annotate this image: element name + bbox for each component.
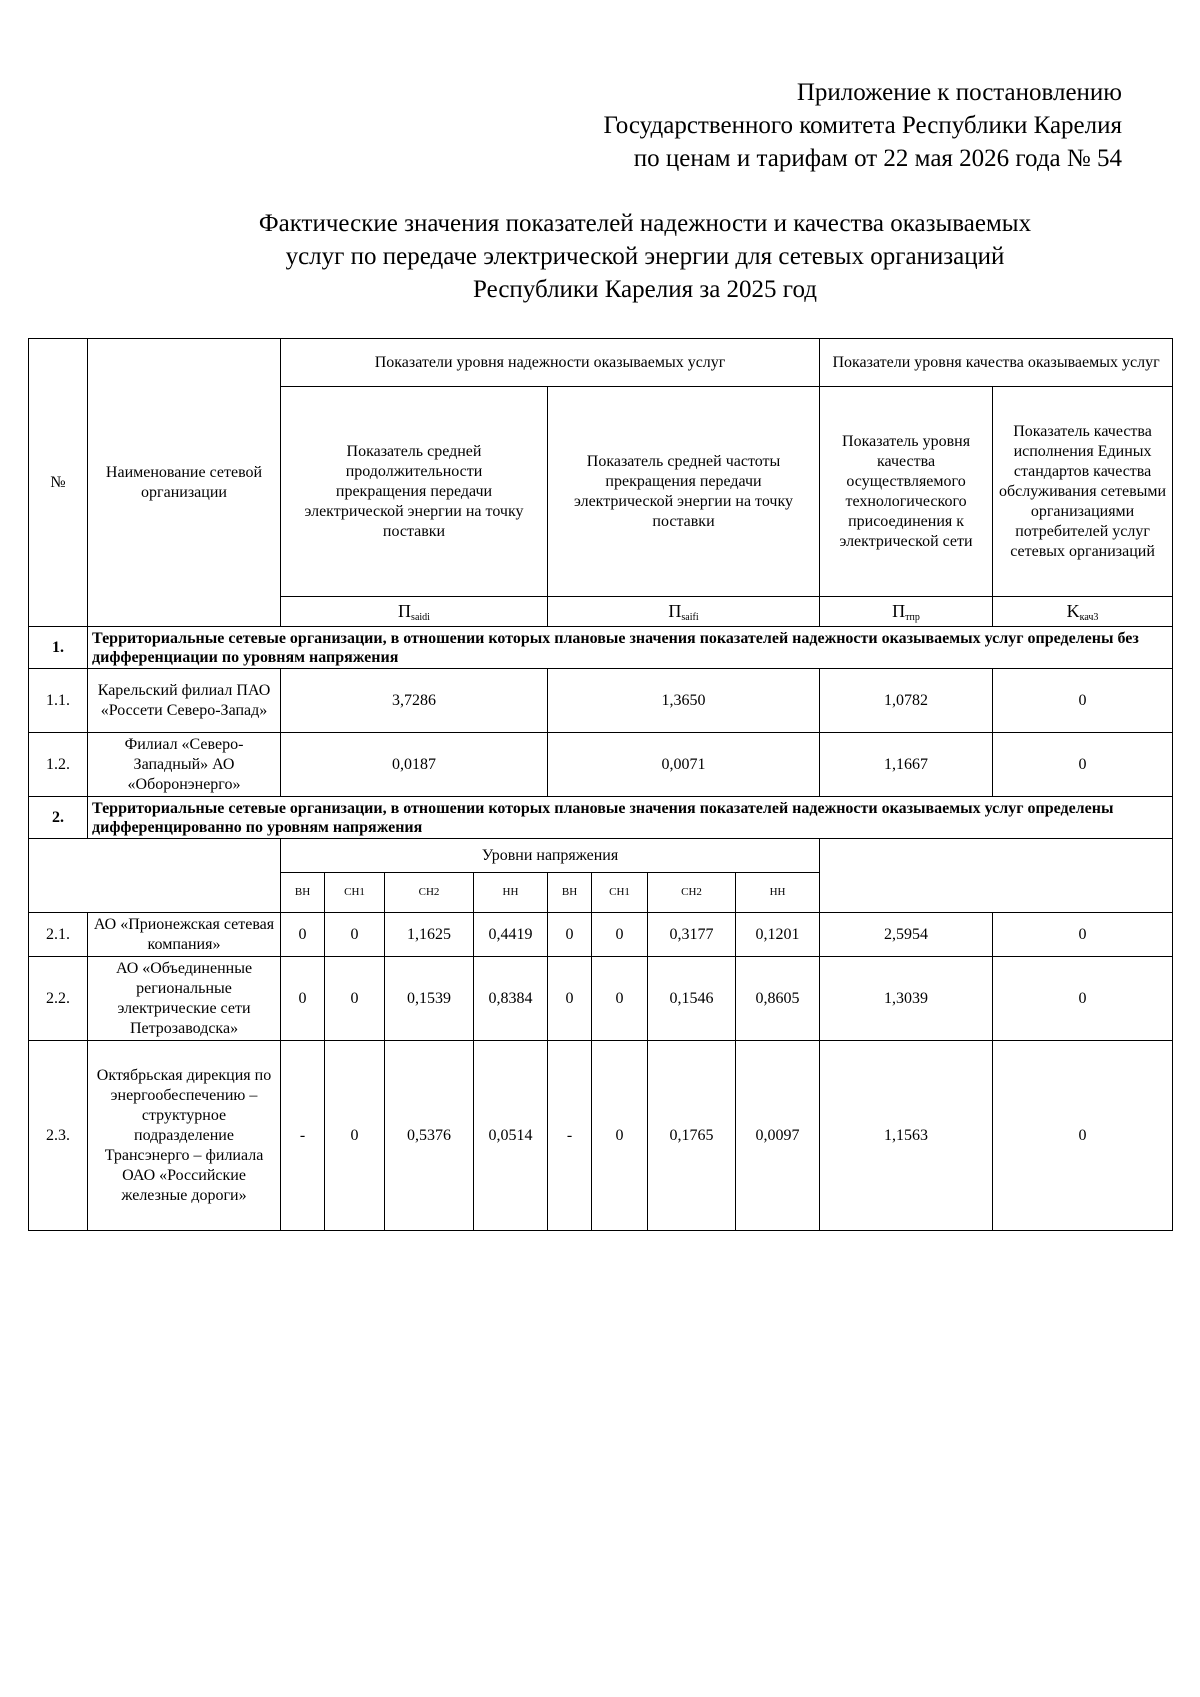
saidi-vn: - xyxy=(281,1041,325,1231)
saidi-sn1: 0 xyxy=(325,913,385,957)
saidi-sn2: 1,1625 xyxy=(385,913,474,957)
saidi-nn: 0,4419 xyxy=(474,913,548,957)
saifi-vn: 0 xyxy=(548,913,592,957)
row-num: 2.3. xyxy=(29,1041,88,1231)
saidi-value: 0,0187 xyxy=(281,733,548,797)
title-line: Фактические значения показателей надежности и качества оказываемых xyxy=(258,210,1032,237)
table-row xyxy=(29,1041,1173,1231)
section-text: Территориальные сетевые организации, в отношении которых плановые значения показателей надежности оказываемых услуг определены без дифференциации по уровням напряжения xyxy=(88,627,1173,669)
org-name: АО «Объединенные региональные электрические сети Петрозаводска» xyxy=(88,957,281,1041)
table-row xyxy=(29,669,1173,733)
row-num: 2.2. xyxy=(29,957,88,1041)
appendix-line: Государственного комитета Республики Карелия xyxy=(603,112,1122,139)
org-name: Филиал «Северо-Западный» АО «Оборонэнерго» xyxy=(88,733,281,797)
saifi-value: 0,0071 xyxy=(548,733,820,797)
saidi-sn1: 0 xyxy=(325,1041,385,1231)
tpr-value: 1,3039 xyxy=(820,957,993,1041)
saifi-sn2: 0,1765 xyxy=(648,1041,736,1231)
col-header-name: Наименование сетевой организации xyxy=(88,339,281,627)
level-vn: ВН xyxy=(548,873,592,913)
saidi-nn: 0,0514 xyxy=(474,1041,548,1231)
section-num: 2. xyxy=(29,797,88,839)
saifi-nn: 0,0097 xyxy=(736,1041,820,1231)
saifi-sn1: 0 xyxy=(592,1041,648,1231)
saifi-symbol: $П_{saifi}$ xyxy=(548,597,820,627)
title-line: Республики Карелия за 2025 год xyxy=(473,276,817,303)
reliability-group-header: Показатели уровня надежности оказываемых услуг xyxy=(281,339,820,387)
level-sn2: СН2 xyxy=(648,873,736,913)
levels-label: Уровни напряжения xyxy=(281,839,820,873)
row-num: 2.1. xyxy=(29,913,88,957)
row-num: 1.1. xyxy=(29,669,88,733)
saifi-value: 1,3650 xyxy=(548,669,820,733)
kach-value: 0 xyxy=(993,957,1173,1041)
org-name: АО «Прионежская сетевая компания» xyxy=(88,913,281,957)
saidi-sn2: 0,1539 xyxy=(385,957,474,1041)
kach-description: Показатель качества исполнения Единых стандартов качества обслуживания сетевыми организациями потребителей услуг сетевых организаций xyxy=(993,387,1173,597)
tpr-value: 2,5954 xyxy=(820,913,993,957)
level-nn: НН xyxy=(736,873,820,913)
row-num: 1.2. xyxy=(29,733,88,797)
appendix-header xyxy=(422,76,1122,175)
saidi-nn: 0,8384 xyxy=(474,957,548,1041)
saifi-sn2: 0,1546 xyxy=(648,957,736,1041)
kach-value: 0 xyxy=(993,733,1173,797)
levels-header-row xyxy=(29,839,1173,873)
table-row xyxy=(29,957,1173,1041)
tpr-description: Показатель уровня качества осуществляемого технологического присоединения к электрической сети xyxy=(820,387,993,597)
quality-group-header: Показатели уровня качества оказываемых услуг xyxy=(820,339,1173,387)
saidi-symbol: $П_{saidi}$ xyxy=(281,597,548,627)
saidi-sn2: 0,5376 xyxy=(385,1041,474,1231)
table-row xyxy=(29,913,1173,957)
saifi-sn1: 0 xyxy=(592,957,648,1041)
saidi-sn1: 0 xyxy=(325,957,385,1041)
section-num: 1. xyxy=(29,627,88,669)
saifi-nn: 0,8605 xyxy=(736,957,820,1041)
saifi-sn2: 0,3177 xyxy=(648,913,736,957)
appendix-line: по ценам и тарифам от 22 мая 2026 года № 54 xyxy=(633,145,1122,172)
level-sn2: СН2 xyxy=(385,873,474,913)
table-row xyxy=(29,733,1173,797)
level-nn: НН xyxy=(474,873,548,913)
levels-blank-right xyxy=(820,839,1173,913)
indicators-table xyxy=(28,338,1173,1231)
title-line: услуг по передаче электрической энергии для сетевых организаций xyxy=(285,243,1005,270)
saifi-nn: 0,1201 xyxy=(736,913,820,957)
col-header-num: № xyxy=(29,339,88,627)
saidi-description: Показатель средней продолжительности прекращения передачи электрической энергии на точку поставки xyxy=(281,387,548,597)
tpr-value: 1,1667 xyxy=(820,733,993,797)
section-text: Территориальные сетевые организации, в отношении которых плановые значения показателей надежности оказываемых услуг определены дифференцированно по уровням напряжения xyxy=(88,797,1173,839)
kach-value: 0 xyxy=(993,669,1173,733)
tpr-value: 1,0782 xyxy=(820,669,993,733)
org-name: Карельский филиал ПАО «Россети Северо-Запад» xyxy=(88,669,281,733)
kach-symbol: $K_{кач3}$ xyxy=(993,597,1173,627)
level-vn: ВН xyxy=(281,873,325,913)
saifi-vn: - xyxy=(548,1041,592,1231)
tpr-value: 1,1563 xyxy=(820,1041,993,1231)
document-title xyxy=(150,207,1140,306)
saidi-value: 3,7286 xyxy=(281,669,548,733)
saidi-vn: 0 xyxy=(281,957,325,1041)
kach-value: 0 xyxy=(993,913,1173,957)
level-sn1: СН1 xyxy=(592,873,648,913)
org-name: Октябрьская дирекция по энергообеспечению – структурное подразделение Трансэнерго – филиала ОАО «Российские железные дороги» xyxy=(88,1041,281,1231)
level-sn1: СН1 xyxy=(325,873,385,913)
saidi-vn: 0 xyxy=(281,913,325,957)
kach-value: 0 xyxy=(993,1041,1173,1231)
saifi-description: Показатель средней частоты прекращения передачи электрической энергии на точку поставки xyxy=(548,387,820,597)
section-row xyxy=(29,797,1173,839)
header-row-groups xyxy=(29,339,1173,387)
section-row xyxy=(29,627,1173,669)
saifi-vn: 0 xyxy=(548,957,592,1041)
appendix-line: Приложение к постановлению xyxy=(796,79,1122,106)
saifi-sn1: 0 xyxy=(592,913,648,957)
tpr-symbol: $П_{тпр}$ xyxy=(820,597,993,627)
levels-blank xyxy=(29,839,281,913)
